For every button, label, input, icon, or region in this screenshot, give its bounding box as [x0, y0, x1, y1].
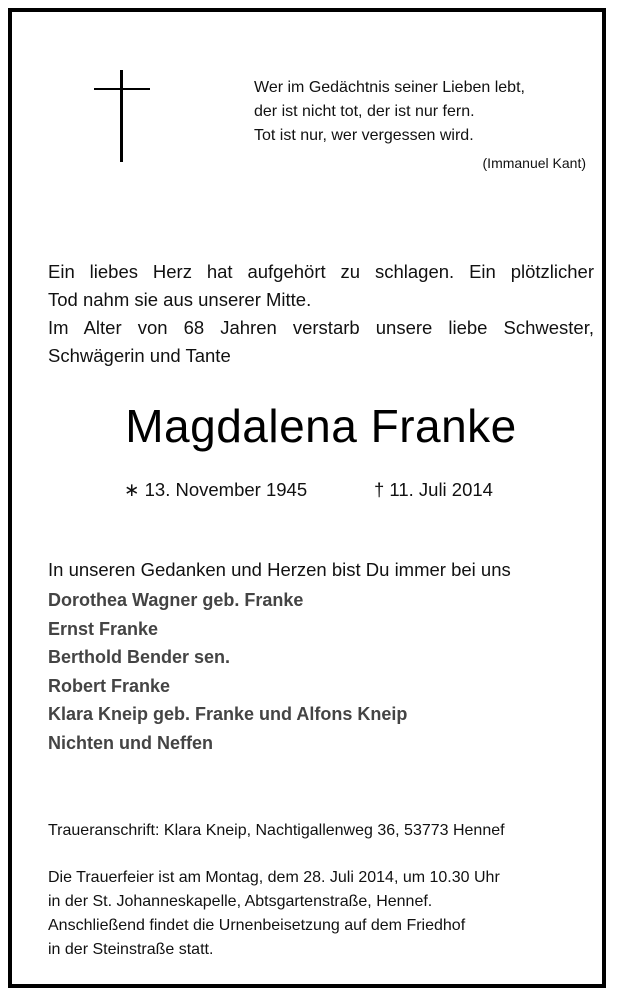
intro-text	[48, 258, 594, 370]
mourner-name: Ernst Franke	[48, 618, 159, 639]
mourning-address: Traueranschrift: Klara Kneip, Nachtigallenweg 36, 53773 Hennef	[48, 822, 505, 839]
quote-line: der ist nicht tot, der ist nur fern.	[254, 103, 475, 120]
ceremony-info	[48, 866, 608, 962]
ceremony-line: in der St. Johanneskapelle, Abtsgartenstraße, Hennef.	[48, 893, 433, 910]
cross-icon	[94, 70, 150, 162]
quote-block	[254, 76, 594, 174]
ceremony-line: Die Trauerfeier ist am Montag, dem 28. Juli 2014, um 10.30 Uhr	[48, 869, 500, 886]
obituary-frame	[8, 8, 606, 988]
deceased-name: Magdalena Franke	[125, 400, 517, 452]
intro-line: Ein liebes Herz hat aufgehört zu schlagen. Ein plötzlicher	[48, 261, 594, 282]
ceremony-line: in der Steinstraße statt.	[48, 941, 214, 958]
intro-line: Schwägerin und Tante	[48, 345, 231, 366]
intro-line: Im Alter von 68 Jahren verstarb unsere liebe Schwester,	[48, 317, 594, 338]
quote-line: Wer im Gedächtnis seiner Lieben lebt,	[254, 79, 525, 96]
mourner-name: Berthold Bender sen.	[48, 647, 231, 667]
mourner-name: Klara Kneip geb. Franke und Alfons Kneip	[48, 704, 408, 724]
memorial-line: In unseren Gedanken und Herzen bist Du immer bei uns	[48, 559, 511, 580]
mourner-name: Robert Franke	[48, 675, 171, 696]
mourner-name: Dorothea Wagner geb. Franke	[48, 590, 304, 610]
death-date: † 11. Juli 2014	[374, 479, 493, 500]
quote-line: Tot ist nur, wer vergessen wird.	[254, 127, 474, 144]
quote-author: (Immanuel Kant)	[482, 155, 586, 171]
mourner-name: Nichten und Neffen	[48, 732, 213, 753]
birth-date: ∗ 13. November 1945	[124, 479, 308, 500]
intro-line: Tod nahm sie aus unserer Mitte.	[48, 289, 312, 310]
mourners-list	[48, 586, 608, 757]
ceremony-line: Anschließend findet die Urnenbeisetzung auf dem Friedhof	[48, 917, 466, 934]
